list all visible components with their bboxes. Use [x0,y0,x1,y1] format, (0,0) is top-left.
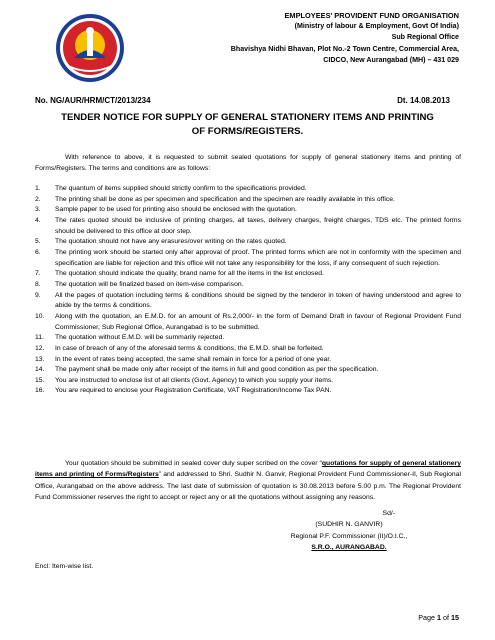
term-item [35,355,461,366]
terms-list [35,184,461,397]
page-current: 1 [437,613,441,622]
term-item [35,248,461,269]
cover-superscription: quotations for supply of general stationery items and printing of Forms/Registers [35,460,461,479]
term-number: 4. [35,216,41,224]
office-name: Sub Regional Office [391,33,459,42]
term-number: 10. [35,312,45,320]
org-name: EMPLOYEES' PROVIDENT FUND ORGANISATION [284,11,459,20]
term-text: In the event of rates being accepted, the same shall remain in force for a period of one year. [55,355,332,363]
reference-number: No. NG/AUR/HRM/CT/2013/234 [35,96,151,105]
term-text: You are required to enclose your Registration Certificate, VAT Registration/Income Tax PAN. [55,387,332,395]
term-item [35,312,461,333]
term-number: 13. [35,355,45,363]
title-line-1: TENDER NOTICE FOR SUPPLY OF GENERAL STATIONERY ITEMS AND PRINTING [61,112,434,123]
page-total: 15 [451,613,459,622]
page-of: of [441,613,451,622]
closing-paragraph [35,458,461,503]
term-number: 3. [35,206,41,214]
notice-title [60,111,435,138]
signatory-designation: Regional P.F. Commissioner (II)/O.I.C., [290,532,408,540]
title-line-2: OF FORMS/REGISTERS. [191,125,304,137]
term-item [35,216,461,237]
signature-block [279,508,419,554]
term-item [35,184,461,195]
ministry: (Ministry of labour & Employment, Govt Of India) [294,22,459,31]
reference-line [35,96,450,105]
term-item [35,237,461,248]
term-item [35,365,461,376]
term-number: 15. [35,376,45,384]
term-number: 14. [35,366,45,374]
term-text: The quotation without E.M.D. will be summarily rejected. [55,334,225,342]
signatory-office: S.R.O., AURANGABAD. [311,544,387,552]
letterhead [231,10,459,66]
signatory-name: (SUDHIR N. GANVIR) [315,521,383,529]
term-item [35,195,461,206]
term-number: 7. [35,270,41,278]
term-number: 6. [35,248,41,256]
term-item [35,291,461,312]
term-text: All the pages of quotation including terms & conditions should be signed by the tenderor in token of having understood and agree to abide by the terms & conditions. [55,291,461,310]
term-text: The quotation should indicate the quality, brand name for all the items in the list enclosed. [55,270,324,278]
term-item [35,333,461,344]
term-number: 16. [35,387,45,395]
term-item [35,205,461,216]
term-item [35,386,461,397]
term-text: The printing work should be started only after approval of proof. The printed forms which are not in conformity with the specimen and specification are liable for rejection and this office will not take any responsibility for the loss, if any consequent of such rejection. [55,248,461,267]
term-item [35,344,461,355]
term-text: In case of breach of any of the aforesaid terms & conditions, the E.M.D. shall be forfeited. [55,344,324,352]
term-text: The quantum of items supplied should strictly confirm to the specifications provided. [55,185,307,192]
term-item [35,376,461,387]
term-number: 5. [35,238,41,246]
term-text: The quotation should not have any erasures/over writing on the rates quoted. [55,238,287,246]
term-item [35,269,461,280]
page-prefix: Page [418,613,437,622]
intro-paragraph: With reference to above, it is requested to submit sealed quotations for supply of general stationery items and printing of Forms/Registers. The terms and conditions are as follows: [35,154,461,172]
notice-date: Dt. 14.08.2013 [397,96,450,105]
term-text: The quotation will be finalized based on item-wise comparison. [55,280,244,288]
term-text: Sample paper to be used for printing also should be enclosed with the quotation. [55,206,297,214]
term-number: 9. [35,291,41,299]
page-number [418,613,459,622]
closing-text-1: Your quotation should be submitted in sealed cover duly super scribed on the cover “ [65,460,322,467]
term-item [35,280,461,291]
term-text: Along with the quotation, an E.M.D. for an amount of Rs.2,000/- in the form of Demand Draft in favour of Regional Provident Fund Commissioner, Sub Regional Office, Aurangabad is to be submitted. [55,312,461,331]
term-number: 11. [35,334,44,342]
term-text: The payment shall be made only after receipt of the items in full and good condition as per the specification. [55,366,379,374]
term-number: 12. [35,344,45,352]
term-number: 2. [35,195,41,203]
address-line-2: CIDCO, New Aurangabad (MH) – 431 029 [323,55,459,64]
term-text: The printing shall be done as per specimen and specification and the specimen are readily available in this office. [55,195,395,203]
term-number: 1. [35,185,41,192]
closing-text-2: ” and addressed to Shri. Sudhir N. Ganvir, Regional Provident Fund Commissioner-II, Sub Regional Office, Aurangabad on the above address. The last date of submission of quotation is 30.08.2013 before 5.00 p.m. The Regional Provident Fund Commissioner reserves the right to accept or reject any or all the quotations without assigning any reasons. [35,471,461,502]
term-text: The rates quoted should be inclusive of printing charges, all taxes, delivery charges, freight charges, TDS etc. The printed forms should be delivered to this office at door step. [55,216,461,235]
epfo-logo [54,12,126,84]
enclosure-note: Encl: Item-wise list. [35,563,94,570]
address-line-1: Bhavishya Nidhi Bhavan, Plot No.-2 Town Centre, Commercial Area, [230,44,459,53]
signature-sd: Sd/- [382,510,395,517]
term-number: 8. [35,280,41,288]
term-text: You are instructed to enclose list of all clients (Govt. Agency) to which you supply your items. [55,376,334,384]
